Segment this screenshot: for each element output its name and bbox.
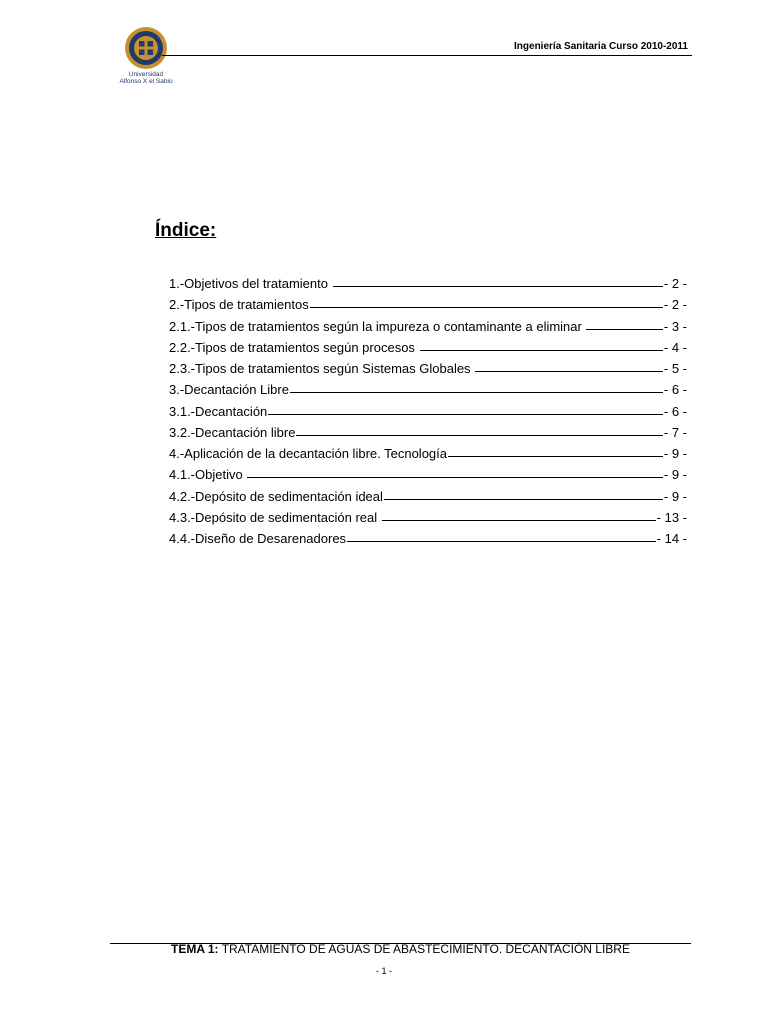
toc-entry-title: 2.-Tipos de tratamientos (169, 297, 309, 313)
footer-text: TRATAMIENTO DE AGUAS DE ABASTECIMIENTO. DECANTACIÓN LIBRE (221, 942, 630, 956)
toc-entry-title: 2.2.-Tipos de tratamientos según procesos (169, 339, 419, 355)
toc-entry[interactable] (169, 510, 687, 531)
toc-entry-title: 3.1.-Decantación (169, 403, 268, 419)
toc-entry-page: - 6 - (663, 403, 687, 419)
toc-entry-page: - 5 - (663, 361, 687, 376)
university-seal-icon (124, 26, 168, 70)
toc-leader-line (247, 477, 663, 478)
toc-entry-page: - 13 - (656, 509, 687, 525)
toc-leader-line (420, 350, 663, 351)
toc-entry[interactable] (169, 467, 687, 488)
toc-entry[interactable] (169, 297, 687, 318)
toc-leader-line (384, 499, 663, 500)
toc-entry[interactable] (169, 319, 687, 340)
logo-caption-line: Alfonso X el Sabio (119, 78, 173, 85)
toc-entry-title: 4.3.-Depósito de sedimentación real (169, 509, 381, 525)
logo-caption-line: Universidad (128, 71, 164, 78)
toc-entry-page: - 4 - (663, 339, 687, 355)
page-number: - 1 - (375, 966, 392, 976)
toc-entry-title: 3.-Decantación Libre (169, 382, 289, 398)
header-divider (162, 55, 692, 56)
table-of-contents (169, 276, 687, 552)
toc-entry-page: - 9 - (663, 467, 687, 483)
toc-leader-line (586, 329, 662, 330)
toc-leader-line (347, 541, 656, 542)
toc-entry[interactable] (169, 361, 687, 382)
toc-leader-line (448, 456, 663, 457)
toc-entry-page: - 9 - (663, 446, 687, 461)
toc-leader-line (290, 392, 663, 393)
toc-entry-page: - 2 - (663, 297, 687, 313)
header-title: Ingeniería Sanitaria Curso 2010-2011 (514, 41, 688, 52)
toc-entry-page: - 2 - (663, 276, 687, 291)
toc-entry-title: 4.1.-Objetivo (169, 467, 247, 483)
logo-caption (116, 71, 176, 85)
toc-entry-page: - 6 - (663, 382, 687, 398)
toc-entry-page: - 7 - (663, 424, 687, 440)
toc-entry-page: - 3 - (663, 318, 687, 334)
toc-entry[interactable] (169, 446, 687, 467)
toc-leader-line (310, 307, 663, 308)
toc-entry[interactable] (169, 531, 687, 552)
toc-leader-line (268, 414, 663, 415)
footer-title (110, 942, 691, 956)
toc-entry[interactable] (169, 340, 687, 361)
toc-entry-title: 4.4.-Diseño de Desarenadores (169, 531, 347, 546)
toc-leader-line (382, 520, 656, 521)
toc-entry-title: 4.-Aplicación de la decantación libre. Tecnología (169, 446, 447, 461)
index-heading: Índice: (155, 220, 217, 241)
toc-leader-line (296, 435, 662, 436)
toc-leader-line (333, 286, 663, 287)
toc-entry-title: 1.-Objetivos del tratamiento (169, 276, 332, 291)
toc-entry[interactable] (169, 382, 687, 403)
toc-entry[interactable] (169, 425, 687, 446)
toc-entry[interactable] (169, 489, 687, 510)
toc-entry-page: - 14 - (656, 531, 687, 546)
toc-leader-line (475, 371, 663, 372)
toc-entry-title: 2.3.-Tipos de tratamientos según Sistemas Globales (169, 361, 475, 376)
toc-entry-title: 2.1.-Tipos de tratamientos según la impureza o contaminante a eliminar (169, 318, 586, 334)
toc-entry[interactable] (169, 404, 687, 425)
toc-entry[interactable] (169, 276, 687, 297)
toc-entry-page: - 9 - (663, 488, 687, 504)
footer-label: TEMA 1: (171, 942, 219, 956)
toc-entry-title: 4.2.-Depósito de sedimentación ideal (169, 488, 383, 504)
toc-entry-title: 3.2.-Decantación libre (169, 424, 296, 440)
